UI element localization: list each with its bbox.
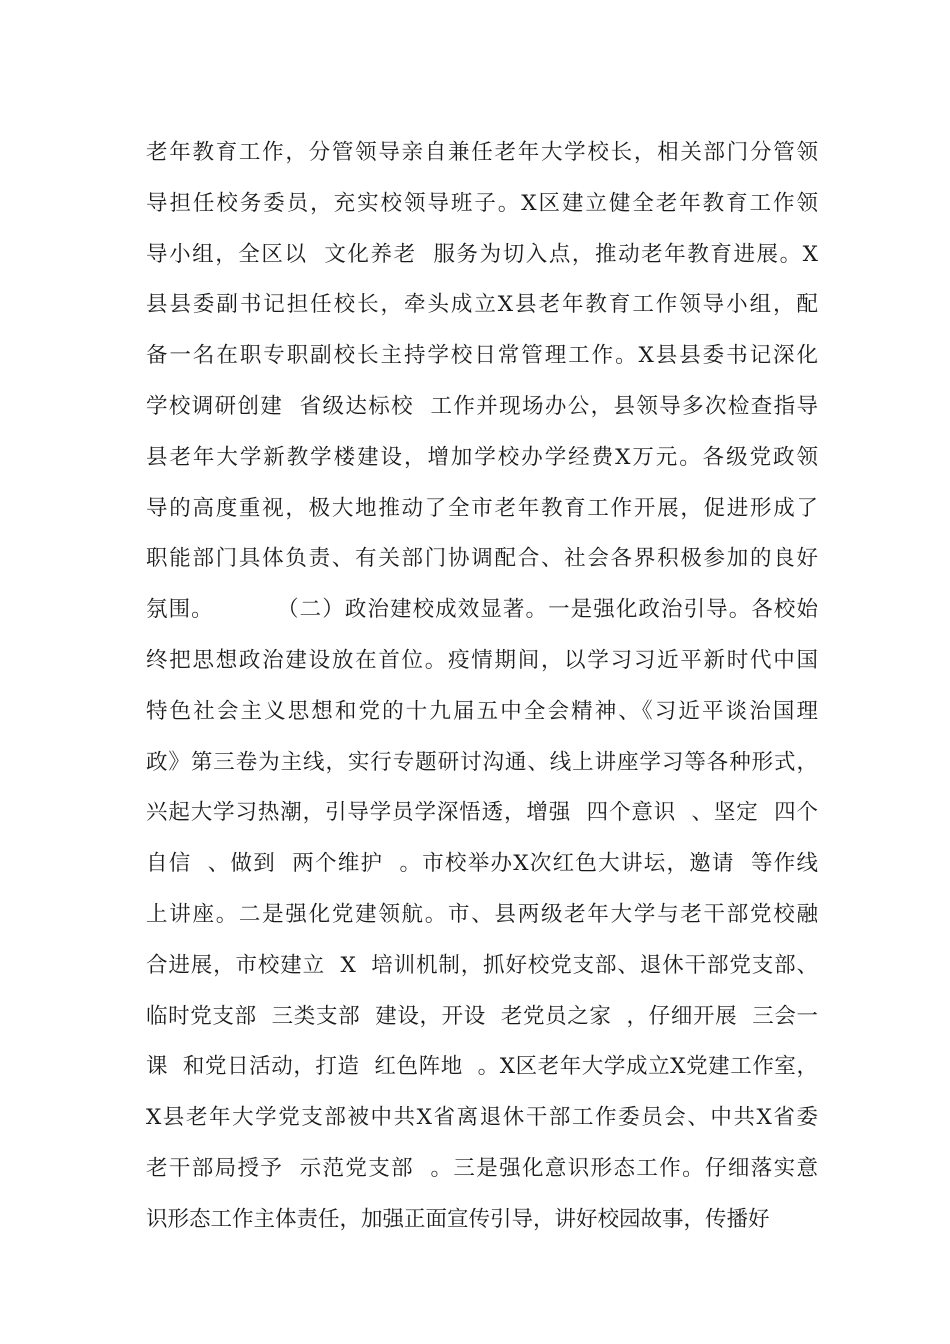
text-line: 老年教育工作，分管领导亲自兼任老年大学校长，相关部门分管领 <box>146 140 818 165</box>
text-line: 上讲座。二是强化党建领航。市、县两级老年大学与老干部党校融 <box>146 901 818 927</box>
text-line: 兴起大学习热潮，引导学员学深悟透，增强 四个意识 、坚定 四个 <box>146 800 818 826</box>
text-line: 导的高度重视，极大地推动了全市老年教育工作开展，促进形成了 <box>146 495 818 521</box>
text-line: 自信 、做到 两个维护 。市校举办X次红色大讲坛，邀请 等作线 <box>146 851 818 877</box>
text-line: 终把思想政治建设放在首位。疫情期间，以学习习近平新时代中国 <box>146 647 818 673</box>
text-line: 学校调研创建 省级达标校 工作并现场办公，县领导多次检查指导 <box>146 393 818 419</box>
text-line: 县老年大学新教学楼建设，增加学校办学经费X万元。各级党政领 <box>146 444 818 470</box>
text-line: 老干部局授予 示范党支部 。三是强化意识形态工作。仔细落实意 <box>146 1155 818 1181</box>
text-line: 备一名在职专职副校长主持学校日常管理工作。X县县委书记深化 <box>146 343 818 369</box>
text-line: 临时党支部 三类支部 建设，开设 老党员之家 ，仔细开展 三会一 <box>146 1003 818 1029</box>
text-line: X县老年大学党支部被中共X省离退休干部工作委员会、中共X省委 <box>146 1105 818 1131</box>
text-line: 导担任校务委员，充实校领导班子。X区建立健全老年教育工作领 <box>146 190 818 216</box>
text-line: 特色社会主义思想和党的十九届五中全会精神、《习近平谈治国理 <box>146 698 818 724</box>
text-line: 导小组，全区以 文化养老 服务为切入点，推动老年教育进展。X <box>146 241 818 267</box>
body-text <box>146 128 818 1246</box>
text-line: 职能部门具体负责、有关部门协调配合、社会各界积极参加的良好 <box>146 546 818 572</box>
text-line: 课 和党日活动，打造 红色阵地 。X区老年大学成立X党建工作室， <box>146 1054 818 1080</box>
text-line: 识形态工作主体责任，加强正面宣传引导，讲好校园故事，传播好 <box>146 1206 770 1232</box>
text-line: 氛围。 （二）政治建校成效显著。一是强化政治引导。各校始 <box>146 597 818 623</box>
text-line: 政》第三卷为主线，实行专题研讨沟通、线上讲座学习等各种形式， <box>146 749 818 775</box>
text-line: 县县委副书记担任校长，牵头成立X县老年教育工作领导小组，配 <box>146 292 818 318</box>
text-line: 合进展，市校建立 X 培训机制，抓好校党支部、退休干部党支部、 <box>146 952 818 978</box>
